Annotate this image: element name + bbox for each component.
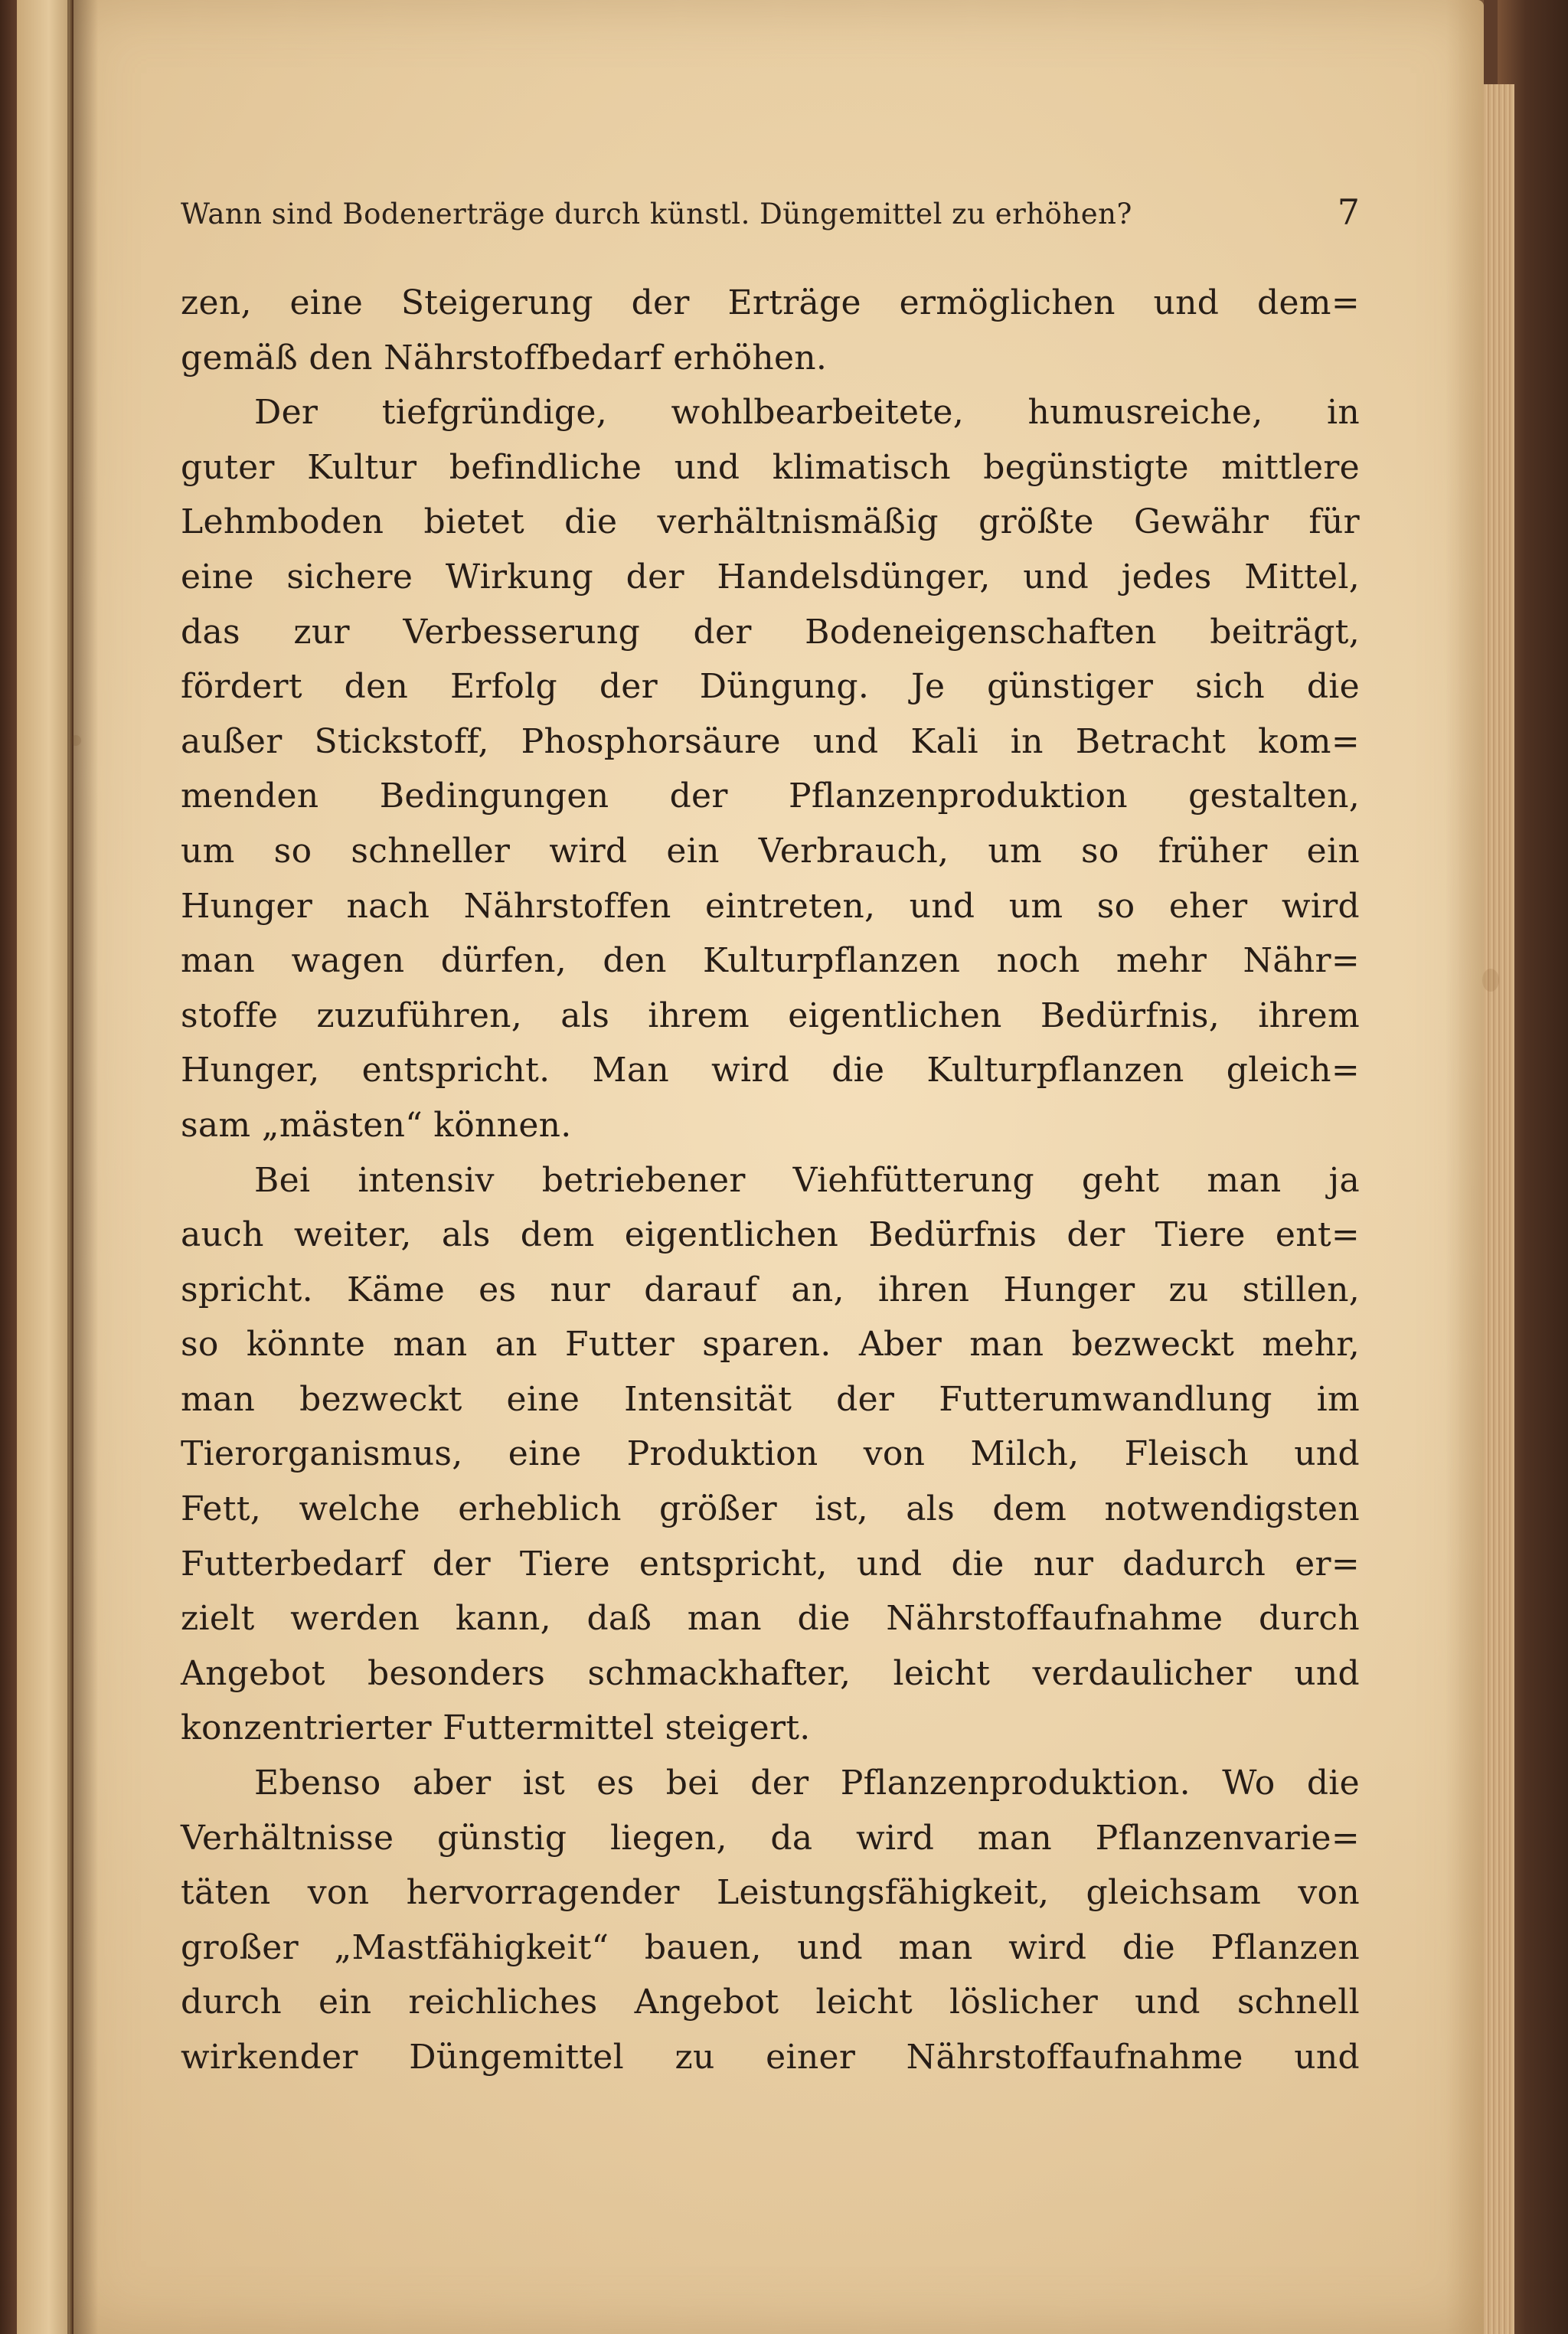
page-body-text xyxy=(181,276,1360,2085)
text-line: spricht. Käme es nur darauf an, ihren Hunger zu stillen, xyxy=(181,1270,1360,1309)
page-number: 7 xyxy=(1337,191,1360,233)
text-line: wirkender Düngemittel zu einer Nährstoffaufnahme und xyxy=(181,2038,1360,2077)
book-page xyxy=(74,0,1484,2334)
text-line: Verhältnisse günstig liegen, da wird man Pflanzenvarie= xyxy=(181,1818,1360,1858)
text-line: auch weiter, als dem eigentlichen Bedürfnis der Tiere ent= xyxy=(181,1215,1360,1255)
running-head-title: Wann sind Bodenerträge durch künstl. Düngemittel zu erhöhen? xyxy=(181,198,1132,230)
text-line: zen, eine Steigerung der Erträge ermöglichen und dem= xyxy=(181,283,1360,322)
text-line: eine sichere Wirkung der Handelsdünger, und jedes Mittel, xyxy=(181,557,1360,597)
text-line: gemäß den Nährstoffbedarf erhöhen. xyxy=(181,338,828,378)
text-line: Lehmboden bietet die verhältnismäßig größte Gewähr für xyxy=(181,502,1360,542)
text-line: stoffe zuzuführen, als ihrem eigentlichen Bedürfnis, ihrem xyxy=(181,995,1360,1035)
text-line: fördert den Erfolg der Düngung. Je günstiger sich die xyxy=(181,667,1360,707)
text-line: außer Stickstoff, Phosphorsäure und Kali in Betracht kom= xyxy=(181,721,1360,761)
text-line: guter Kultur befindliche und klimatisch begünstigte mittlere xyxy=(181,447,1360,487)
text-line: Ebenso aber ist es bei der Pflanzenproduktion. Wo die xyxy=(254,1764,1360,1803)
text-line: Futterbedarf der Tiere entspricht, und die nur dadurch er= xyxy=(181,1544,1360,1584)
running-header xyxy=(181,191,1360,245)
text-line: Tierorganismus, eine Produktion von Milch, Fleisch und xyxy=(181,1434,1360,1474)
text-line: durch ein reichliches Angebot leicht löslicher und schnell xyxy=(181,1983,1360,2022)
text-line: das zur Verbesserung der Bodeneigenschaften beiträgt, xyxy=(181,612,1360,652)
text-line: menden Bedingungen der Pflanzenproduktion gestalten, xyxy=(181,776,1360,816)
text-line: Hunger, entspricht. Man wird die Kulturpflanzen gleich= xyxy=(181,1051,1360,1090)
text-line: täten von hervorragender Leistungsfähigkeit, gleichsam von xyxy=(181,1873,1360,1913)
previous-page-edge xyxy=(17,0,72,2334)
text-line: Fett, welche erheblich größer ist, als dem notwendigsten xyxy=(181,1489,1360,1529)
text-line: konzentrierter Futtermittel steigert. xyxy=(181,1708,811,1748)
text-line: man wagen dürfen, den Kulturpflanzen noch mehr Nähr= xyxy=(181,941,1360,981)
text-line: großer „Mastfähigkeit“ bauen, und man wird die Pflanzen xyxy=(181,1927,1360,1967)
text-line: Angebot besonders schmackhafter, leicht verdaulicher und xyxy=(181,1653,1360,1693)
text-line: man bezweckt eine Intensität der Futterumwandlung im xyxy=(181,1379,1360,1419)
text-line: Hunger nach Nährstoffen eintreten, und um so eher wird xyxy=(181,886,1360,926)
text-line: sam „mästen“ können. xyxy=(181,1105,572,1145)
text-line: so könnte man an Futter sparen. Aber man bezweckt mehr, xyxy=(181,1325,1360,1365)
text-line: Bei intensiv betriebener Viehfütterung geht man ja xyxy=(254,1160,1360,1200)
foxing-spot xyxy=(1482,969,1499,992)
gutter-shadow xyxy=(67,0,98,2334)
text-line: Der tiefgründige, wohlbearbeitete, humusreiche, in xyxy=(254,393,1360,433)
text-line: um so schneller wird ein Verbrauch, um so früher ein xyxy=(181,831,1360,871)
text-line: zielt werden kann, daß man die Nährstoffaufnahme durch xyxy=(181,1599,1360,1639)
